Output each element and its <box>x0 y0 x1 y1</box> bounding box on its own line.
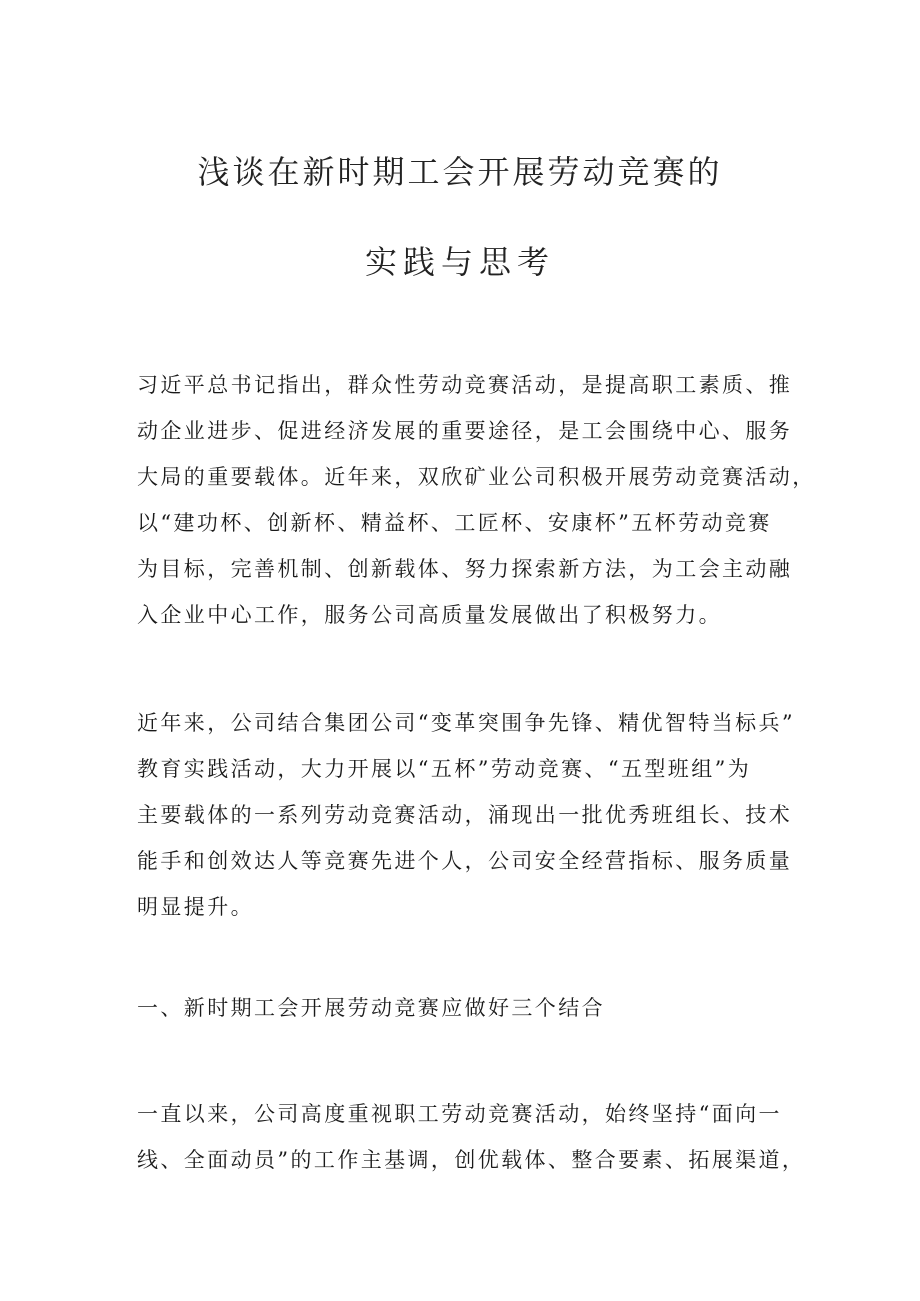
paragraph-line: 为目标，完善机制、创新载体、努力探索新方法，为工会主动融 <box>137 557 793 581</box>
document-title-line-1: 浅谈在新时期工会开展劳动竞赛的 <box>197 153 723 191</box>
paragraph-line: 线、全面动员”的工作主基调，创优载体、整合要素、拓展渠道， <box>137 1148 806 1172</box>
paragraph-line: 动企业进步、促进经济发展的重要途径，是工会围绕中心、服务 <box>137 419 793 443</box>
paragraph-line: 大局的重要载体。近年来，双欣矿业公司积极开展劳动竞赛活动， <box>137 465 816 489</box>
paragraph-recent-years <box>137 700 797 930</box>
paragraph-intro <box>137 362 816 638</box>
paragraph-line: 以“建功杯、创新杯、精益杯、工匠杯、安康杯”五杯劳动竞赛 <box>137 511 772 535</box>
paragraph-line: 习近平总书记指出，群众性劳动竞赛活动，是提高职工素质、推 <box>137 373 793 397</box>
section-heading-text: 一、新时期工会开展劳动竞赛应做好三个结合 <box>137 996 605 1020</box>
section-heading-1 <box>137 985 797 1031</box>
paragraph-line: 入企业中心工作，服务公司高质量发展做出了积极努力。 <box>137 603 722 627</box>
paragraph-section-1-body <box>137 1091 806 1183</box>
paragraph-line: 一直以来，公司高度重视职工劳动竞赛活动，始终坚持“面向一 <box>137 1102 782 1126</box>
paragraph-line: 教育实践活动，大力开展以“五杯”劳动竞赛、“五型班组”为 <box>137 757 752 781</box>
paragraph-line: 主要载体的一系列劳动竞赛活动，涌现出一批优秀班组长、技术 <box>137 803 793 827</box>
paragraph-line: 能手和创效达人等竞赛先进个人，公司安全经营指标、服务质量 <box>137 849 793 873</box>
paragraph-line: 近年来，公司结合集团公司“变革突围争先锋、精优智特当标兵” <box>137 711 796 735</box>
paragraph-line: 明显提升。 <box>137 895 254 919</box>
document-title-line-2: 实践与思考 <box>364 243 555 281</box>
